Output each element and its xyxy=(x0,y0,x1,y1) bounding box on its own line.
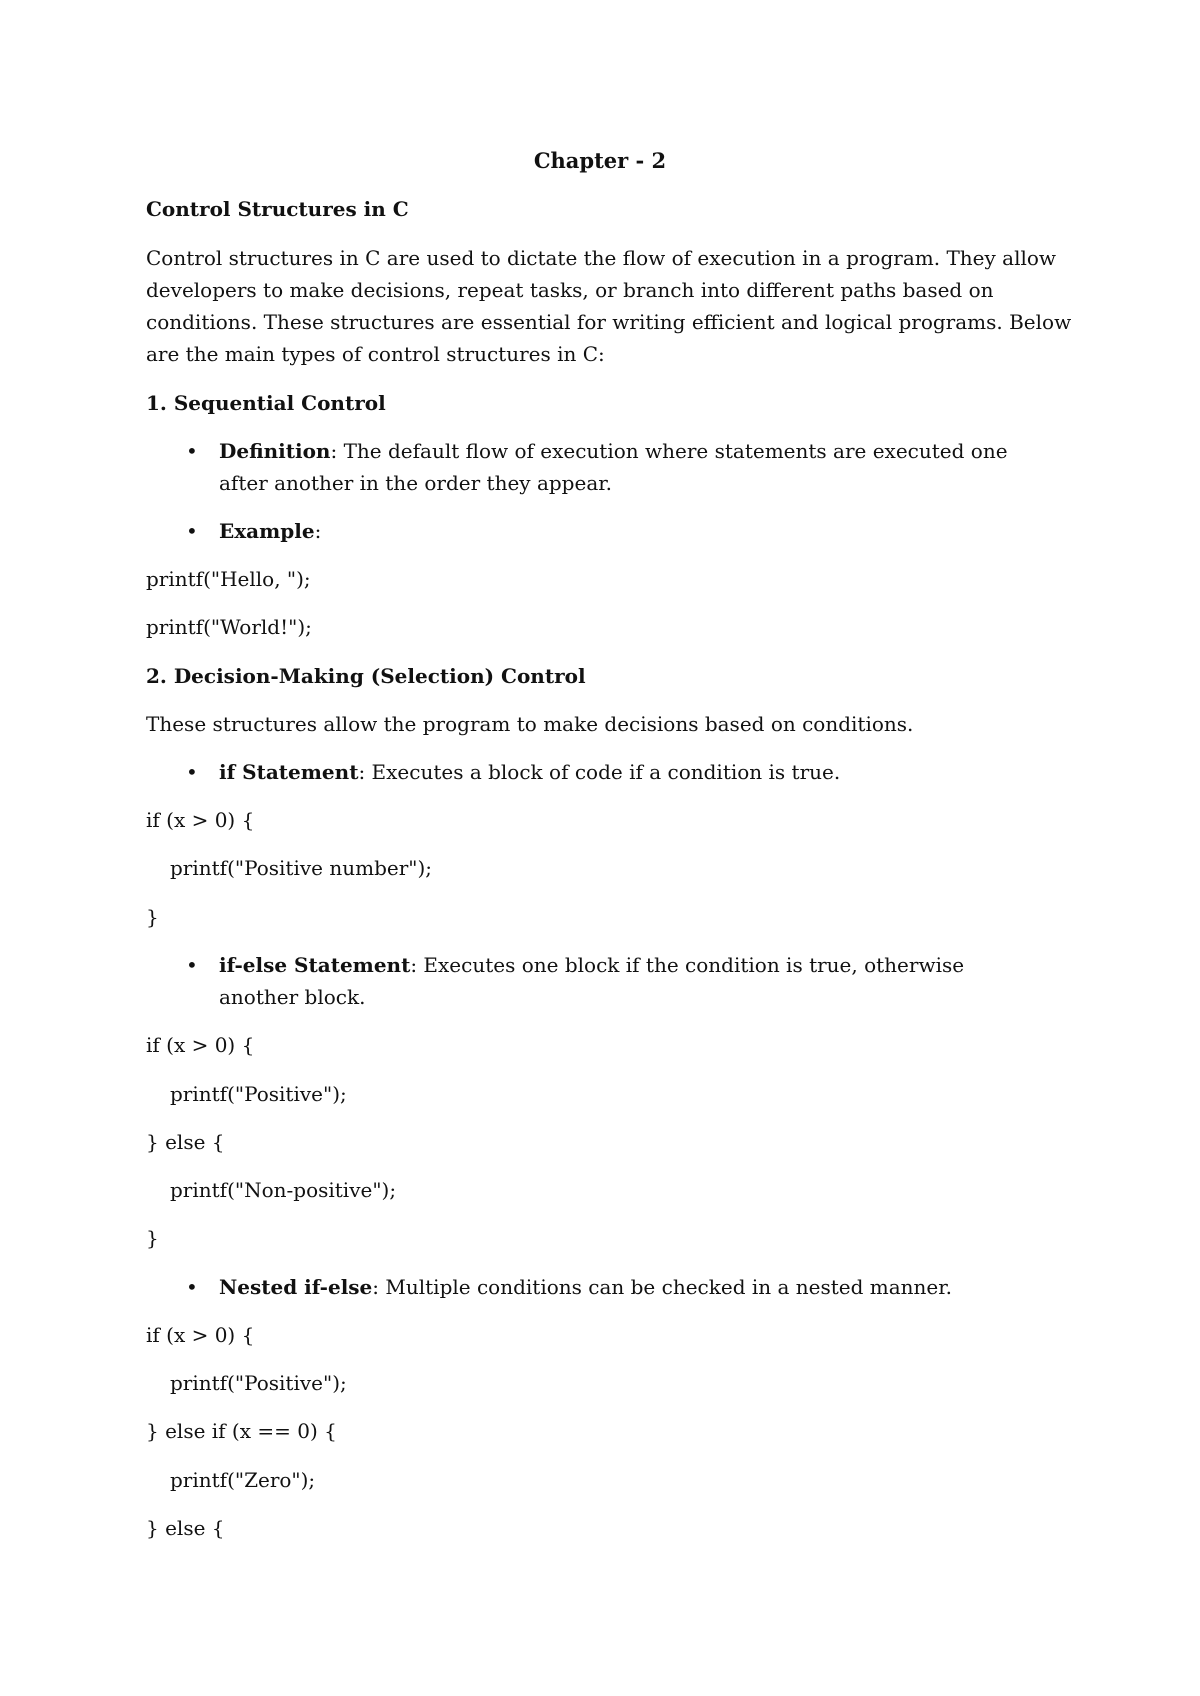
code-line: } else { xyxy=(146,1130,225,1154)
code-line: printf("Zero"); xyxy=(170,1468,316,1492)
definition-label: Definition xyxy=(219,439,331,463)
code-line: printf("Positive"); xyxy=(170,1371,347,1395)
nested-label: Nested if-else xyxy=(219,1275,373,1299)
section-title: Control Structures in C xyxy=(146,197,409,221)
ifelse-bullet xyxy=(219,949,1039,1013)
sequential-heading: 1. Sequential Control xyxy=(146,391,386,415)
code-line: printf("World!"); xyxy=(146,615,312,639)
code-line: printf("Hello, "); xyxy=(146,567,311,591)
bullet-icon: • xyxy=(186,519,198,543)
code-line: } else if (x == 0) { xyxy=(146,1419,337,1443)
code-line: if (x > 0) { xyxy=(146,1323,255,1347)
nested-bullet xyxy=(219,1271,1039,1303)
bullet-icon: • xyxy=(186,760,198,784)
if-label: if Statement xyxy=(219,760,359,784)
code-line: printf("Positive number"); xyxy=(170,856,433,880)
ifelse-text: : Executes one block if the condition is true, otherwise another block. xyxy=(219,953,965,1009)
bullet-icon: • xyxy=(186,953,198,977)
definition-bullet xyxy=(219,435,1039,499)
code-line: if (x > 0) { xyxy=(146,808,255,832)
decision-intro: These structures allow the program to make decisions based on conditions. xyxy=(146,712,914,736)
nested-text: : Multiple conditions can be checked in a nested manner. xyxy=(372,1275,952,1299)
if-bullet xyxy=(219,756,1039,788)
ifelse-label: if-else Statement xyxy=(219,953,411,977)
code-line: if (x > 0) { xyxy=(146,1033,255,1057)
code-line: } xyxy=(146,1226,159,1250)
example-bullet xyxy=(219,515,1039,547)
example-label: Example xyxy=(219,519,315,543)
chapter-title: Chapter - 2 xyxy=(533,148,667,173)
example-suffix: : xyxy=(314,519,322,543)
bullet-icon: • xyxy=(186,1275,198,1299)
decision-heading: 2. Decision-Making (Selection) Control xyxy=(146,664,586,688)
code-line: printf("Non-positive"); xyxy=(170,1178,397,1202)
if-text: : Executes a block of code if a condition is true. xyxy=(358,760,841,784)
definition-text: : The default flow of execution where statements are executed one after another in the order they appear. xyxy=(219,439,1008,495)
bullet-icon: • xyxy=(186,439,198,463)
code-line: printf("Positive"); xyxy=(170,1082,347,1106)
code-line: } else { xyxy=(146,1516,225,1540)
code-line: } xyxy=(146,905,159,929)
intro-paragraph: Control structures in C are used to dictate the flow of execution in a program. They allow developers to make decisions, repeat tasks, or branch into different paths based on conditions. These structures are essential for writing efficient and logical programs. Below are the main types of control structures in C: xyxy=(146,246,1072,366)
